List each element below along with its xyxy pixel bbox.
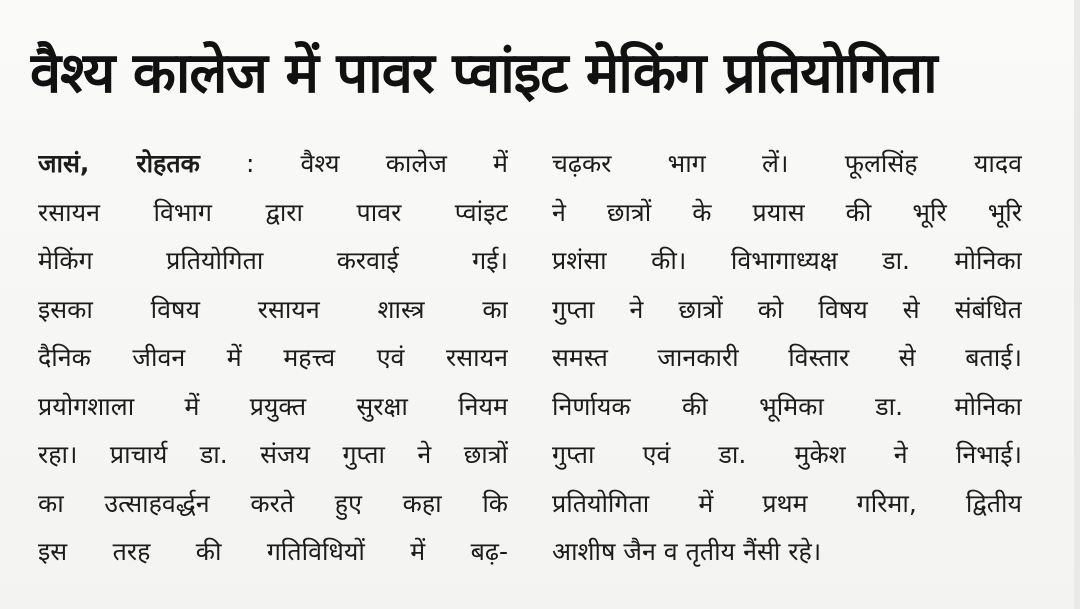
article-column-left — [38, 140, 508, 577]
article-line: रसायन विभाग द्वारा पावर प्वांइट — [38, 197, 508, 227]
article-line: गुप्ता ने छात्रों को विषय से संबंधित — [552, 294, 1022, 324]
article-line: रहा। प्राचार्य डा. संजय गुप्ता ने छात्रों — [38, 440, 508, 469]
article-line: समस्त जानकारी विस्तार से बताई। — [552, 343, 1022, 372]
article-line: दैनिक जीवन में महत्त्व एवं रसायन — [38, 343, 508, 372]
article-line: का उत्साहवर्द्धन करते हुए कहा कि — [38, 488, 508, 518]
article-line: प्रतियोगिता में प्रथम गरिमा, द्वितीय — [552, 488, 1022, 518]
article-column-right — [552, 140, 1022, 577]
article-line: ने छात्रों के प्रयास की भूरि भूरि — [552, 197, 1022, 227]
article-line: इसका विषय रसायन शास्त्र का — [38, 294, 508, 324]
page-edge — [1074, 0, 1080, 609]
article-line: निर्णायक की भूमिका डा. मोनिका — [552, 391, 1022, 421]
article-line: इस तरह की गतिविधियों में बढ़- — [38, 537, 508, 566]
article-line: गुप्ता एवं डा. मुकेश ने निभाई। — [552, 440, 1022, 469]
article-line: प्रयोगशाला में प्रयुक्त सुरक्षा नियम — [38, 391, 508, 421]
article-line: प्रशंसा की। विभागाध्यक्ष डा. मोनिका — [552, 246, 1022, 275]
article-line: चढ़कर भाग लें। फूलसिंह यादव — [552, 149, 1022, 178]
article-line-text: : वैश्य कालेज में — [245, 149, 508, 178]
article-line: आशीष जैन व तृतीय नैंसी रहे। — [552, 537, 822, 566]
article-line — [38, 140, 508, 189]
dateline: जासं, रोहतक — [38, 149, 200, 178]
headline: वैश्य कालेज में पावर प्वांइट मेकिंग प्रतियोगिता — [30, 41, 937, 106]
article-line: मेकिंग प्रतियोगिता करवाई गई। — [38, 246, 508, 275]
